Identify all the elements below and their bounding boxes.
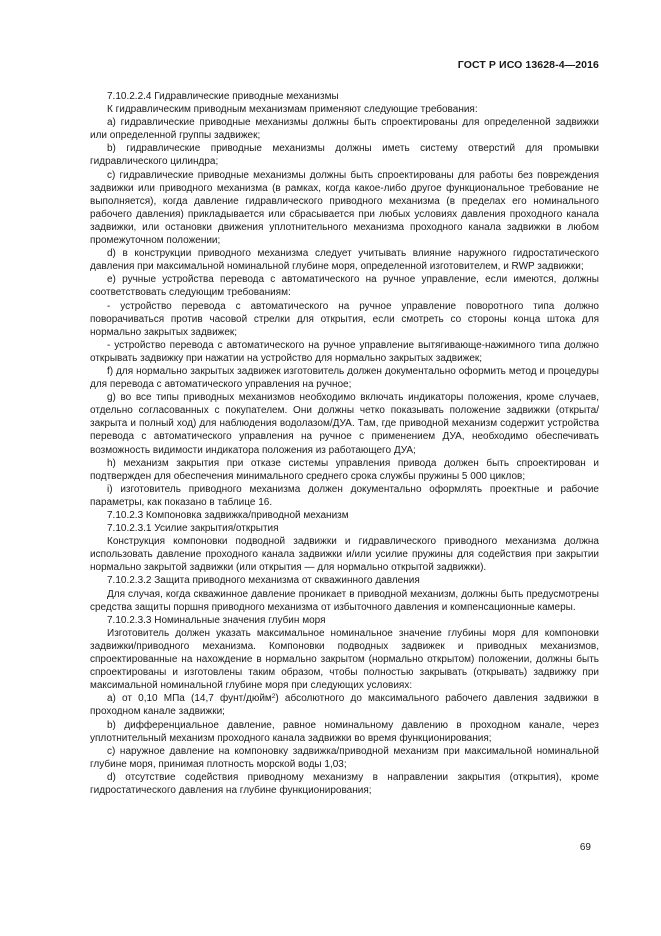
paragraph: - устройство перевода с автоматического на ручное управление поворотного типа должно поворачиваться против часовой стрелки для открытия, если смотреть со стороны конца штока для нормально закрытых задвижек; <box>90 300 599 338</box>
paragraph: f) для нормально закрытых задвижек изготовитель должен документально оформить метод и процедуры для перевода с автоматического управления на ручное; <box>90 365 599 391</box>
paragraph: 7.10.2.2.4 Гидравлические приводные механизмы <box>107 91 339 102</box>
paragraph: c) наружное давление на компоновку задвижка/приводной механизм при максимальной номинальной глубине моря, принимая плотность морской воды 1,03; <box>90 745 599 770</box>
paragraph: Конструкция компоновки подводной задвижки и гидравлического приводного механизма должна использовать давление проходного канала задвижки и/или усилие пружины для содействия при закрытии нормально закрытой задвижки (или открытия — для нормально открытой задвижки). <box>90 536 599 574</box>
superscript: 2 <box>271 693 276 701</box>
page-number: 69 <box>579 842 591 853</box>
paragraph: c) гидравлические приводные механизмы должны быть спроектированы для работы без повреждения задвижки или приводного механизма (в рамках, когда какое-либо другое функциональное требование не выполняется), когда давление гидравлического приводного механизма (в пределах его номинального рабочего давления) прикладывается или сбрасывается при любых условиях давления проходного канала задвижки, или остановки движения уплотнительного механизма проходного канала задвижки в любом промежуточном положении; <box>90 169 599 247</box>
paragraph: a) гидравлические приводные механизмы должны быть спроектированы для определенной задвижки или определенной группы задвижек; <box>90 117 599 142</box>
paragraph: d) в конструкции приводного механизма следует учитывать влияние наружного гидростатического давления при максимальной номинальной глубине моря, определенной изготовителем, и RWP задвижки; <box>90 248 599 273</box>
section-heading: 7.10.2.3.2 Защита приводного механизма от скважинного давления <box>107 575 420 587</box>
paragraph: i) изготовитель приводного механизма должен документально оформлять проектные и рабочие параметры, как показано в таблице 16. <box>90 483 599 508</box>
paragraph: Изготовитель должен указать максимальное номинальное значение глубины моря для компоновки задвижки/приводного механизма. Компоновки подводных задвижек и приводных механизмов, спроектированные на нахождение в нормально закрытом (нормально открытом) положении, должны быть спроектированы и изготовлены таким образом, чтобы полностью закрывать (открывать) задвижку при максимальной номинальной глубине моря при следующих условиях: <box>90 627 599 692</box>
paragraph: Для случая, когда скважинное давление проникает в приводной механизм, должны быть предусмотрены средства защиты поршня приводного механизма от избыточного давления и компенсационные камеры. <box>90 588 599 613</box>
section-heading: 7.10.2.3 Компоновка задвижка/приводной механизм <box>107 510 349 521</box>
text-run: a) от 0,10 МПа (14,7 фунт/дюйм <box>107 693 272 705</box>
paragraph: b) гидравлические приводные механизмы должны иметь систему отверстий для промывки гидравлического цилиндра; <box>90 143 599 168</box>
paragraph: e) ручные устройства перевода с автоматического на ручное управление, если имеются, должны соответствовать следующим требованиям: <box>90 274 599 299</box>
section-heading: 7.10.2.3.3 Номинальные значения глубин моря <box>107 614 326 626</box>
paragraph: g) во все типы приводных механизмов необходимо включать индикаторы положения, кроме случаев, отдельно согласованных с покупателем. Они должны четко показывать положение задвижки (открыта/закрыта и полный ход) для наблюдения водолазом/ДУА. Там, где приводной механизм содержит устройства перевода с автоматического управления на ручное с применением ДУА, необходимо обеспечивать возможность видимости индикатора положения из работающего ДУА; <box>90 392 599 456</box>
section-heading: 7.10.2.3.1 Усилие закрытия/открытия <box>107 523 279 535</box>
document-body <box>90 90 599 797</box>
text-run: ) абсолютного до максимального рабочего давления задвижки в проходном канале задвижки; <box>90 693 599 718</box>
paragraph: d) отсутствие содействия приводному механизму в направлении закрытия (открытия), кроме гидростатического давления на глубине функционирования; <box>90 771 599 796</box>
paragraph: b) дифференциальное давление, равное номинальному давлению в проходном канале, через уплотнительный механизм проходного канала задвижки во время функционирования; <box>90 719 599 744</box>
paragraph: - устройство перевода с автоматического на ручное управление вытягивающе-нажимного типа должно открывать задвижку при нажатии на устройство для нормально закрытых задвижек; <box>90 339 599 364</box>
standard-designation: ГОСТ Р ИСО 13628-4—2016 <box>457 59 599 71</box>
paragraph: К гидравлическим приводным механизмам применяют следующие требования: <box>107 104 478 116</box>
list-item-a <box>90 692 599 718</box>
paragraph: h) механизм закрытия при отказе системы управления привода должен быть спроектирован и подтвержден для обеспечения минимального среднего срока службы пружины 5 000 циклов; <box>90 457 599 482</box>
